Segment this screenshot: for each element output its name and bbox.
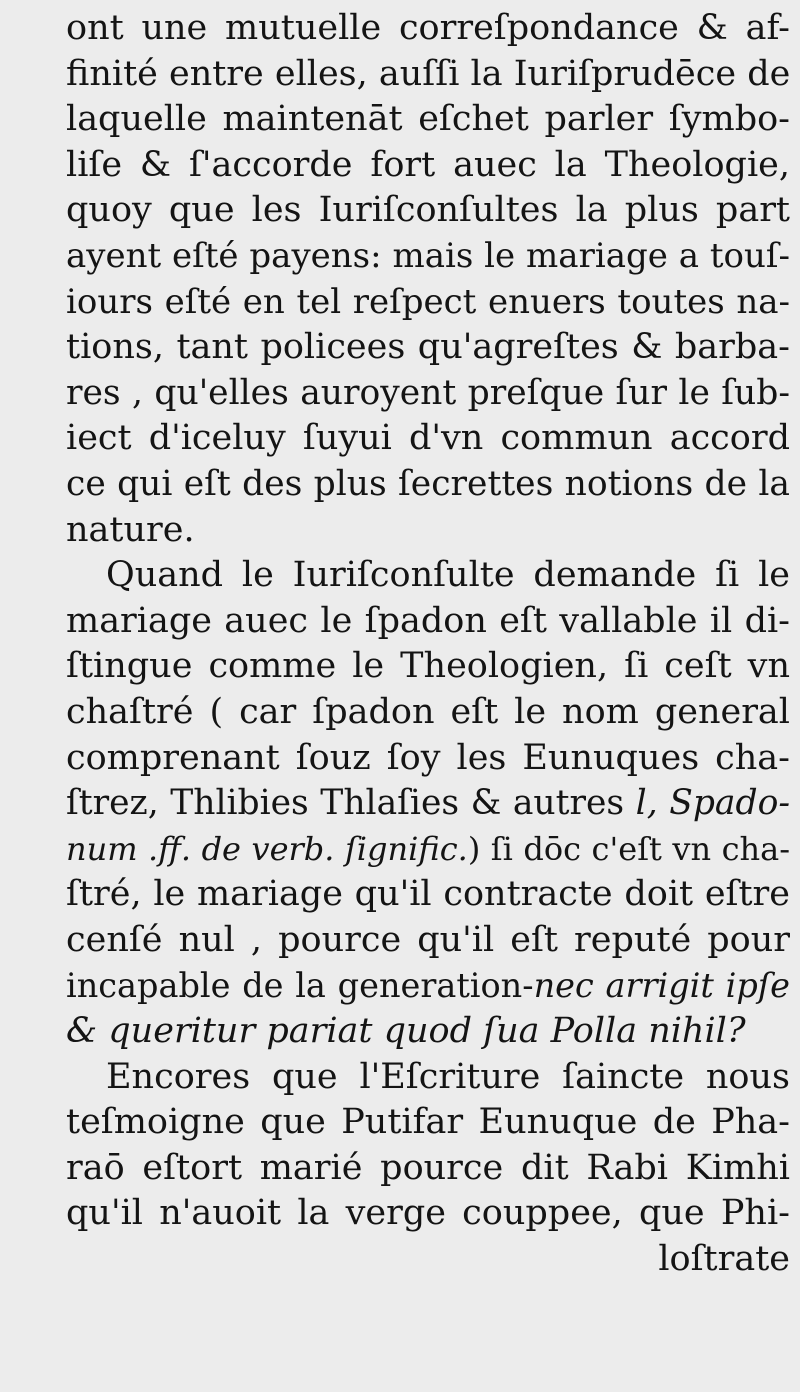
text-line bbox=[66, 416, 790, 462]
line-text: chaſtré ( car ſpadon eſt le nom general bbox=[66, 691, 790, 732]
text-line bbox=[66, 1146, 790, 1192]
italic-citation: num .ff. de verb. ſignific. bbox=[66, 829, 468, 868]
text-line bbox=[66, 325, 790, 371]
line-text: Quand le Iuriſconſulte demande ſi le bbox=[106, 555, 790, 596]
line-text: nature. bbox=[66, 509, 195, 550]
text-line bbox=[66, 1100, 790, 1146]
text-line bbox=[66, 918, 790, 964]
line-text: incapable de la generation- bbox=[66, 966, 534, 1006]
line-text: tions, tant policees qu'agreſtes & barba- bbox=[66, 327, 790, 368]
line-text: ce qui eſt des plus ſecrettes notions de la bbox=[66, 463, 790, 504]
text-line bbox=[66, 553, 790, 599]
text-line bbox=[66, 97, 790, 143]
line-text: qu'il n'auoit la verge couppee, que Phi- bbox=[66, 1193, 790, 1234]
text-line bbox=[66, 143, 790, 189]
line-text: raō eſtort marié pource dit Rabi Kimhi bbox=[66, 1147, 790, 1188]
text-line bbox=[66, 6, 790, 52]
line-text: ) ſi dōc c'eſt vn cha- bbox=[467, 829, 790, 868]
line-text: finité entre elles, auſſi la Iuriſprudēce de bbox=[66, 53, 790, 94]
line-text: iect d'iceluy ſuyui d'vn commun accord bbox=[66, 418, 790, 459]
text-line bbox=[66, 188, 790, 234]
text-line bbox=[66, 1055, 790, 1101]
italic-citation: & queritur pariat quod ſua Polla nihil? bbox=[66, 1011, 746, 1052]
text-line bbox=[66, 736, 790, 782]
text-line bbox=[66, 508, 790, 554]
line-text: iours eſté en tel reſpect enuers toutes na- bbox=[66, 281, 790, 322]
text-line bbox=[66, 963, 790, 1009]
line-text: Encores que l'Eſcriture ſaincte nous bbox=[106, 1056, 790, 1097]
line-text: cenſé nul , pource qu'il eſt reputé pour bbox=[66, 919, 790, 960]
line-text: teſmoigne que Putifar Eunuque de Pha- bbox=[66, 1102, 790, 1143]
text-line bbox=[66, 234, 790, 280]
text-line bbox=[66, 690, 790, 736]
italic-citation: nec arrigit ipſe bbox=[533, 966, 790, 1006]
italic-citation: l, Spado- bbox=[624, 783, 790, 824]
line-text: liſe & ſ'accorde fort auec la Theologie, bbox=[66, 144, 790, 185]
text-line bbox=[66, 1191, 790, 1237]
text-line bbox=[66, 1237, 790, 1283]
text-line bbox=[66, 371, 790, 417]
text-line bbox=[66, 827, 790, 873]
line-text: laquelle maintenāt eſchet parler ſymbo- bbox=[66, 99, 790, 140]
line-text: res , qu'elles auroyent preſque ſur le ſub- bbox=[66, 372, 790, 413]
page-text-block bbox=[66, 6, 790, 1283]
text-line bbox=[66, 872, 790, 918]
text-line bbox=[66, 280, 790, 326]
line-text: ſtingue comme le Theologien, ſi ceſt vn bbox=[66, 646, 790, 687]
text-line bbox=[66, 1009, 790, 1055]
line-text: loſtrate bbox=[658, 1239, 790, 1280]
line-text: comprenant ſouz ſoy les Eunuques cha- bbox=[66, 737, 790, 778]
text-line bbox=[66, 462, 790, 508]
line-text: ayent eſté payens: mais le mariage a touſ- bbox=[66, 235, 790, 276]
text-line bbox=[66, 52, 790, 98]
line-text: ſtrez, Thlibies Thlaſies & autres bbox=[66, 783, 625, 824]
line-text: ont une mutuelle correſpondance & af- bbox=[66, 8, 790, 48]
line-text: quoy que les Iuriſconſultes la plus part bbox=[66, 190, 790, 231]
text-line bbox=[66, 644, 790, 690]
line-text: mariage auec le ſpadon eſt vallable il di- bbox=[66, 600, 790, 641]
text-line bbox=[66, 599, 790, 645]
text-line bbox=[66, 781, 790, 827]
line-text: ſtré, le mariage qu'il contracte doit eſtre bbox=[66, 874, 790, 915]
